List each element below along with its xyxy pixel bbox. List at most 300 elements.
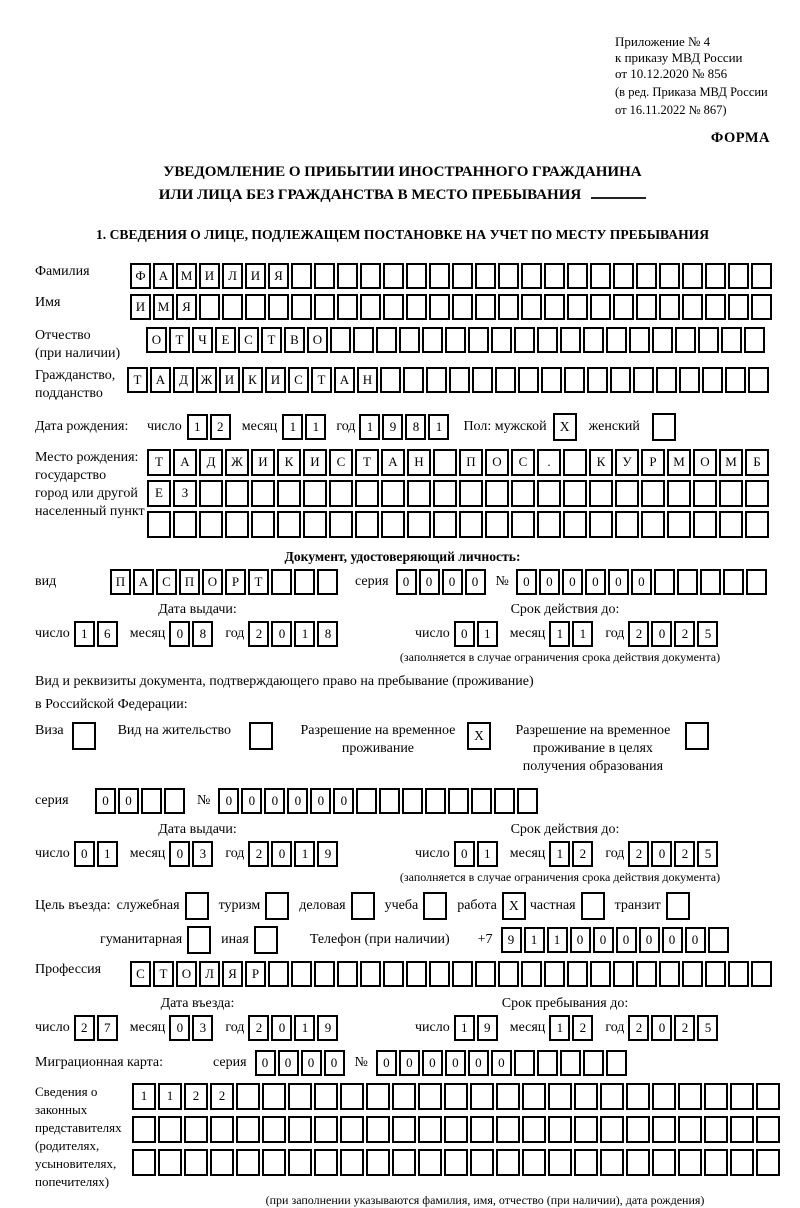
char-cell[interactable] [730, 1116, 754, 1143]
char-cell[interactable]: 0 [651, 621, 672, 647]
char-cell[interactable]: Е [147, 480, 171, 507]
char-cell[interactable]: 0 [516, 569, 537, 595]
char-cell[interactable]: О [202, 569, 223, 595]
char-cell[interactable]: 0 [585, 569, 606, 595]
char-cell[interactable]: 0 [169, 841, 190, 867]
char-cell[interactable] [728, 294, 749, 320]
char-cell[interactable]: 3 [192, 841, 213, 867]
char-cell[interactable] [659, 263, 680, 289]
char-cell[interactable] [433, 480, 457, 507]
purpose-private-checkbox[interactable] [581, 892, 605, 920]
char-cell[interactable] [360, 294, 381, 320]
char-cell[interactable]: Т [147, 449, 171, 476]
char-cell[interactable] [514, 327, 535, 353]
char-cell[interactable]: Т [261, 327, 282, 353]
char-cell[interactable] [626, 1083, 650, 1110]
char-cell[interactable] [698, 327, 719, 353]
char-cell[interactable] [541, 367, 562, 393]
char-cell[interactable] [751, 294, 772, 320]
char-cell[interactable] [317, 569, 338, 595]
char-cell[interactable] [704, 1116, 728, 1143]
char-cell[interactable] [496, 1116, 520, 1143]
char-cell[interactable] [730, 1083, 754, 1110]
char-cell[interactable] [383, 263, 404, 289]
purpose-humanitarian-checkbox[interactable] [187, 926, 211, 954]
char-cell[interactable]: 1 [549, 621, 570, 647]
char-cell[interactable]: 0 [287, 788, 308, 814]
char-cell[interactable]: 1 [97, 841, 118, 867]
char-cell[interactable]: 2 [572, 841, 593, 867]
char-cell[interactable]: И [251, 449, 275, 476]
char-cell[interactable] [693, 480, 717, 507]
char-cell[interactable] [745, 511, 769, 538]
char-cell[interactable] [678, 1116, 702, 1143]
char-cell[interactable] [583, 1050, 604, 1076]
char-cell[interactable]: 0 [301, 1050, 322, 1076]
char-cell[interactable] [652, 1083, 676, 1110]
char-cell[interactable] [132, 1149, 156, 1176]
char-cell[interactable] [728, 961, 749, 987]
char-cell[interactable] [678, 1149, 702, 1176]
char-cell[interactable] [245, 294, 266, 320]
char-cell[interactable] [548, 1083, 572, 1110]
char-cell[interactable]: Р [245, 961, 266, 987]
char-cell[interactable] [173, 511, 197, 538]
char-cell[interactable]: 1 [282, 414, 303, 440]
char-cell[interactable] [677, 569, 698, 595]
char-cell[interactable] [164, 788, 185, 814]
char-cell[interactable] [337, 263, 358, 289]
char-cell[interactable]: 2 [248, 841, 269, 867]
char-cell[interactable] [418, 1083, 442, 1110]
char-cell[interactable]: С [288, 367, 309, 393]
char-cell[interactable]: Я [268, 263, 289, 289]
char-cell[interactable] [496, 1149, 520, 1176]
char-cell[interactable]: 1 [549, 1015, 570, 1041]
purpose-work-checkbox[interactable]: X [502, 892, 526, 920]
char-cell[interactable] [600, 1083, 624, 1110]
char-cell[interactable]: 1 [549, 841, 570, 867]
char-cell[interactable] [641, 480, 665, 507]
char-cell[interactable] [399, 327, 420, 353]
char-cell[interactable] [452, 961, 473, 987]
char-cell[interactable] [498, 961, 519, 987]
char-cell[interactable]: П [179, 569, 200, 595]
char-cell[interactable]: 8 [317, 621, 338, 647]
char-cell[interactable]: 1 [294, 621, 315, 647]
char-cell[interactable]: 0 [651, 841, 672, 867]
char-cell[interactable]: 9 [317, 1015, 338, 1041]
char-cell[interactable]: 5 [697, 621, 718, 647]
char-cell[interactable]: А [334, 367, 355, 393]
char-cell[interactable] [210, 1116, 234, 1143]
char-cell[interactable]: И [303, 449, 327, 476]
char-cell[interactable] [199, 511, 223, 538]
char-cell[interactable] [756, 1116, 780, 1143]
char-cell[interactable]: О [693, 449, 717, 476]
char-cell[interactable] [429, 294, 450, 320]
char-cell[interactable] [470, 1083, 494, 1110]
char-cell[interactable] [517, 788, 538, 814]
char-cell[interactable] [659, 294, 680, 320]
char-cell[interactable] [496, 1083, 520, 1110]
char-cell[interactable] [563, 480, 587, 507]
char-cell[interactable]: Ф [130, 263, 151, 289]
char-cell[interactable] [314, 1149, 338, 1176]
char-cell[interactable] [567, 263, 588, 289]
char-cell[interactable]: 1 [359, 414, 380, 440]
char-cell[interactable] [329, 511, 353, 538]
char-cell[interactable] [641, 511, 665, 538]
char-cell[interactable] [705, 294, 726, 320]
purpose-business-checkbox[interactable] [351, 892, 375, 920]
char-cell[interactable] [702, 367, 723, 393]
char-cell[interactable]: 7 [97, 1015, 118, 1041]
char-cell[interactable] [485, 480, 509, 507]
char-cell[interactable] [522, 1149, 546, 1176]
char-cell[interactable]: Л [199, 961, 220, 987]
char-cell[interactable]: 0 [399, 1050, 420, 1076]
char-cell[interactable]: 1 [305, 414, 326, 440]
char-cell[interactable] [537, 480, 561, 507]
char-cell[interactable] [719, 480, 743, 507]
char-cell[interactable] [426, 367, 447, 393]
char-cell[interactable]: В [284, 327, 305, 353]
char-cell[interactable] [564, 367, 585, 393]
char-cell[interactable]: 9 [382, 414, 403, 440]
char-cell[interactable] [652, 1149, 676, 1176]
option-visa-checkbox[interactable] [72, 722, 96, 750]
char-cell[interactable] [613, 263, 634, 289]
char-cell[interactable] [744, 327, 765, 353]
char-cell[interactable] [511, 480, 535, 507]
char-cell[interactable] [470, 1116, 494, 1143]
char-cell[interactable] [407, 480, 431, 507]
char-cell[interactable]: . [537, 449, 561, 476]
char-cell[interactable] [210, 1149, 234, 1176]
char-cell[interactable]: 2 [674, 841, 695, 867]
char-cell[interactable]: 2 [74, 1015, 95, 1041]
char-cell[interactable]: 1 [187, 414, 208, 440]
char-cell[interactable]: 2 [572, 1015, 593, 1041]
char-cell[interactable] [652, 1116, 676, 1143]
char-cell[interactable]: Л [222, 263, 243, 289]
char-cell[interactable]: 0 [454, 621, 475, 647]
char-cell[interactable]: 0 [169, 621, 190, 647]
char-cell[interactable]: 1 [294, 1015, 315, 1041]
char-cell[interactable] [705, 961, 726, 987]
char-cell[interactable] [340, 1083, 364, 1110]
char-cell[interactable] [544, 961, 565, 987]
char-cell[interactable]: 2 [210, 1083, 234, 1110]
char-cell[interactable] [303, 480, 327, 507]
char-cell[interactable] [705, 263, 726, 289]
char-cell[interactable]: 1 [572, 621, 593, 647]
char-cell[interactable] [184, 1149, 208, 1176]
char-cell[interactable] [314, 263, 335, 289]
purpose-study-checkbox[interactable] [423, 892, 447, 920]
char-cell[interactable]: С [238, 327, 259, 353]
char-cell[interactable]: 2 [248, 1015, 269, 1041]
char-cell[interactable] [418, 1116, 442, 1143]
char-cell[interactable] [271, 569, 292, 595]
char-cell[interactable]: 0 [74, 841, 95, 867]
char-cell[interactable] [444, 1116, 468, 1143]
char-cell[interactable] [383, 961, 404, 987]
char-cell[interactable] [678, 1083, 702, 1110]
char-cell[interactable] [494, 788, 515, 814]
char-cell[interactable]: Р [225, 569, 246, 595]
char-cell[interactable]: 0 [442, 569, 463, 595]
char-cell[interactable] [425, 788, 446, 814]
char-cell[interactable] [199, 294, 220, 320]
char-cell[interactable] [498, 263, 519, 289]
char-cell[interactable]: 2 [674, 1015, 695, 1041]
char-cell[interactable] [268, 961, 289, 987]
char-cell[interactable]: 0 [608, 569, 629, 595]
char-cell[interactable] [303, 511, 327, 538]
char-cell[interactable] [433, 449, 457, 476]
char-cell[interactable] [329, 480, 353, 507]
char-cell[interactable]: М [153, 294, 174, 320]
char-cell[interactable]: 0 [639, 927, 660, 953]
char-cell[interactable]: 0 [468, 1050, 489, 1076]
char-cell[interactable] [522, 1083, 546, 1110]
char-cell[interactable] [448, 788, 469, 814]
char-cell[interactable] [402, 788, 423, 814]
char-cell[interactable] [610, 367, 631, 393]
char-cell[interactable] [704, 1149, 728, 1176]
char-cell[interactable] [360, 961, 381, 987]
char-cell[interactable] [636, 294, 657, 320]
char-cell[interactable]: З [173, 480, 197, 507]
char-cell[interactable] [590, 263, 611, 289]
char-cell[interactable]: Ж [196, 367, 217, 393]
char-cell[interactable] [719, 511, 743, 538]
char-cell[interactable]: 0 [271, 1015, 292, 1041]
char-cell[interactable]: О [485, 449, 509, 476]
char-cell[interactable] [626, 1116, 650, 1143]
char-cell[interactable]: А [150, 367, 171, 393]
char-cell[interactable]: Н [357, 367, 378, 393]
char-cell[interactable]: 1 [158, 1083, 182, 1110]
char-cell[interactable]: А [173, 449, 197, 476]
char-cell[interactable]: 2 [210, 414, 231, 440]
char-cell[interactable]: 0 [539, 569, 560, 595]
char-cell[interactable] [314, 1083, 338, 1110]
char-cell[interactable] [376, 327, 397, 353]
purpose-transit-checkbox[interactable] [666, 892, 690, 920]
char-cell[interactable] [659, 961, 680, 987]
char-cell[interactable] [337, 294, 358, 320]
char-cell[interactable] [222, 294, 243, 320]
char-cell[interactable] [380, 367, 401, 393]
char-cell[interactable]: 0 [662, 927, 683, 953]
char-cell[interactable] [407, 511, 431, 538]
char-cell[interactable]: 2 [628, 1015, 649, 1041]
char-cell[interactable] [262, 1149, 286, 1176]
char-cell[interactable]: И [219, 367, 240, 393]
char-cell[interactable] [682, 961, 703, 987]
char-cell[interactable] [613, 294, 634, 320]
char-cell[interactable] [587, 367, 608, 393]
char-cell[interactable] [288, 1083, 312, 1110]
char-cell[interactable]: С [130, 961, 151, 987]
char-cell[interactable] [613, 961, 634, 987]
char-cell[interactable] [544, 263, 565, 289]
char-cell[interactable] [636, 961, 657, 987]
char-cell[interactable] [567, 961, 588, 987]
sex-female-checkbox[interactable] [652, 413, 676, 441]
char-cell[interactable] [199, 480, 223, 507]
char-cell[interactable]: 8 [405, 414, 426, 440]
char-cell[interactable] [355, 511, 379, 538]
char-cell[interactable]: 5 [697, 841, 718, 867]
char-cell[interactable]: 9 [501, 927, 522, 953]
char-cell[interactable] [590, 961, 611, 987]
char-cell[interactable] [314, 1116, 338, 1143]
char-cell[interactable] [667, 511, 691, 538]
char-cell[interactable] [158, 1149, 182, 1176]
sex-male-checkbox[interactable]: X [553, 413, 577, 441]
char-cell[interactable] [723, 569, 744, 595]
char-cell[interactable] [675, 327, 696, 353]
char-cell[interactable] [548, 1149, 572, 1176]
char-cell[interactable]: 0 [570, 927, 591, 953]
char-cell[interactable]: А [381, 449, 405, 476]
char-cell[interactable] [563, 449, 587, 476]
char-cell[interactable]: Б [745, 449, 769, 476]
char-cell[interactable]: 1 [132, 1083, 156, 1110]
char-cell[interactable]: 1 [547, 927, 568, 953]
char-cell[interactable]: А [133, 569, 154, 595]
char-cell[interactable] [184, 1116, 208, 1143]
char-cell[interactable]: 2 [628, 841, 649, 867]
char-cell[interactable] [459, 480, 483, 507]
char-cell[interactable]: 0 [422, 1050, 443, 1076]
char-cell[interactable] [470, 1149, 494, 1176]
char-cell[interactable] [288, 1149, 312, 1176]
char-cell[interactable] [751, 961, 772, 987]
char-cell[interactable] [277, 511, 301, 538]
char-cell[interactable] [471, 788, 492, 814]
char-cell[interactable] [268, 294, 289, 320]
char-cell[interactable]: У [615, 449, 639, 476]
char-cell[interactable] [652, 327, 673, 353]
char-cell[interactable] [518, 367, 539, 393]
char-cell[interactable] [353, 327, 374, 353]
char-cell[interactable]: 0 [118, 788, 139, 814]
char-cell[interactable] [251, 511, 275, 538]
char-cell[interactable]: 1 [477, 621, 498, 647]
char-cell[interactable]: 0 [685, 927, 706, 953]
char-cell[interactable] [314, 961, 335, 987]
char-cell[interactable]: 0 [454, 841, 475, 867]
char-cell[interactable]: Т [248, 569, 269, 595]
char-cell[interactable] [418, 1149, 442, 1176]
char-cell[interactable] [340, 1149, 364, 1176]
char-cell[interactable] [236, 1116, 260, 1143]
char-cell[interactable] [291, 294, 312, 320]
char-cell[interactable] [589, 511, 613, 538]
char-cell[interactable] [444, 1149, 468, 1176]
char-cell[interactable]: 8 [192, 621, 213, 647]
char-cell[interactable] [360, 263, 381, 289]
char-cell[interactable] [475, 263, 496, 289]
char-cell[interactable] [262, 1116, 286, 1143]
char-cell[interactable]: Д [173, 367, 194, 393]
char-cell[interactable] [158, 1116, 182, 1143]
char-cell[interactable]: Н [407, 449, 431, 476]
char-cell[interactable]: 3 [192, 1015, 213, 1041]
char-cell[interactable]: 0 [491, 1050, 512, 1076]
char-cell[interactable]: И [130, 294, 151, 320]
char-cell[interactable] [746, 569, 767, 595]
char-cell[interactable]: 1 [454, 1015, 475, 1041]
char-cell[interactable]: С [511, 449, 535, 476]
char-cell[interactable]: 2 [628, 621, 649, 647]
char-cell[interactable] [491, 327, 512, 353]
char-cell[interactable] [745, 480, 769, 507]
char-cell[interactable] [366, 1116, 390, 1143]
char-cell[interactable]: 0 [651, 1015, 672, 1041]
char-cell[interactable]: 0 [324, 1050, 345, 1076]
char-cell[interactable] [366, 1149, 390, 1176]
char-cell[interactable]: О [176, 961, 197, 987]
char-cell[interactable] [636, 263, 657, 289]
char-cell[interactable] [495, 367, 516, 393]
char-cell[interactable] [590, 294, 611, 320]
char-cell[interactable]: П [110, 569, 131, 595]
char-cell[interactable] [615, 511, 639, 538]
char-cell[interactable] [560, 327, 581, 353]
char-cell[interactable]: Т [153, 961, 174, 987]
char-cell[interactable]: 1 [74, 621, 95, 647]
char-cell[interactable]: 0 [218, 788, 239, 814]
char-cell[interactable]: Ж [225, 449, 249, 476]
char-cell[interactable]: 0 [271, 841, 292, 867]
char-cell[interactable] [728, 263, 749, 289]
char-cell[interactable] [721, 327, 742, 353]
char-cell[interactable]: И [199, 263, 220, 289]
char-cell[interactable]: Т [311, 367, 332, 393]
char-cell[interactable]: Я [222, 961, 243, 987]
char-cell[interactable] [606, 1050, 627, 1076]
char-cell[interactable] [548, 1116, 572, 1143]
char-cell[interactable] [626, 1149, 650, 1176]
char-cell[interactable] [589, 480, 613, 507]
char-cell[interactable] [381, 480, 405, 507]
char-cell[interactable] [682, 263, 703, 289]
char-cell[interactable] [563, 511, 587, 538]
char-cell[interactable] [567, 294, 588, 320]
char-cell[interactable]: 1 [477, 841, 498, 867]
char-cell[interactable] [704, 1083, 728, 1110]
char-cell[interactable] [600, 1116, 624, 1143]
char-cell[interactable]: 0 [310, 788, 331, 814]
char-cell[interactable]: 0 [278, 1050, 299, 1076]
char-cell[interactable] [366, 1083, 390, 1110]
char-cell[interactable]: 9 [317, 841, 338, 867]
char-cell[interactable]: К [589, 449, 613, 476]
char-cell[interactable]: М [719, 449, 743, 476]
char-cell[interactable] [262, 1083, 286, 1110]
char-cell[interactable] [574, 1116, 598, 1143]
char-cell[interactable] [294, 569, 315, 595]
char-cell[interactable] [751, 263, 772, 289]
char-cell[interactable] [521, 263, 542, 289]
char-cell[interactable]: К [242, 367, 263, 393]
